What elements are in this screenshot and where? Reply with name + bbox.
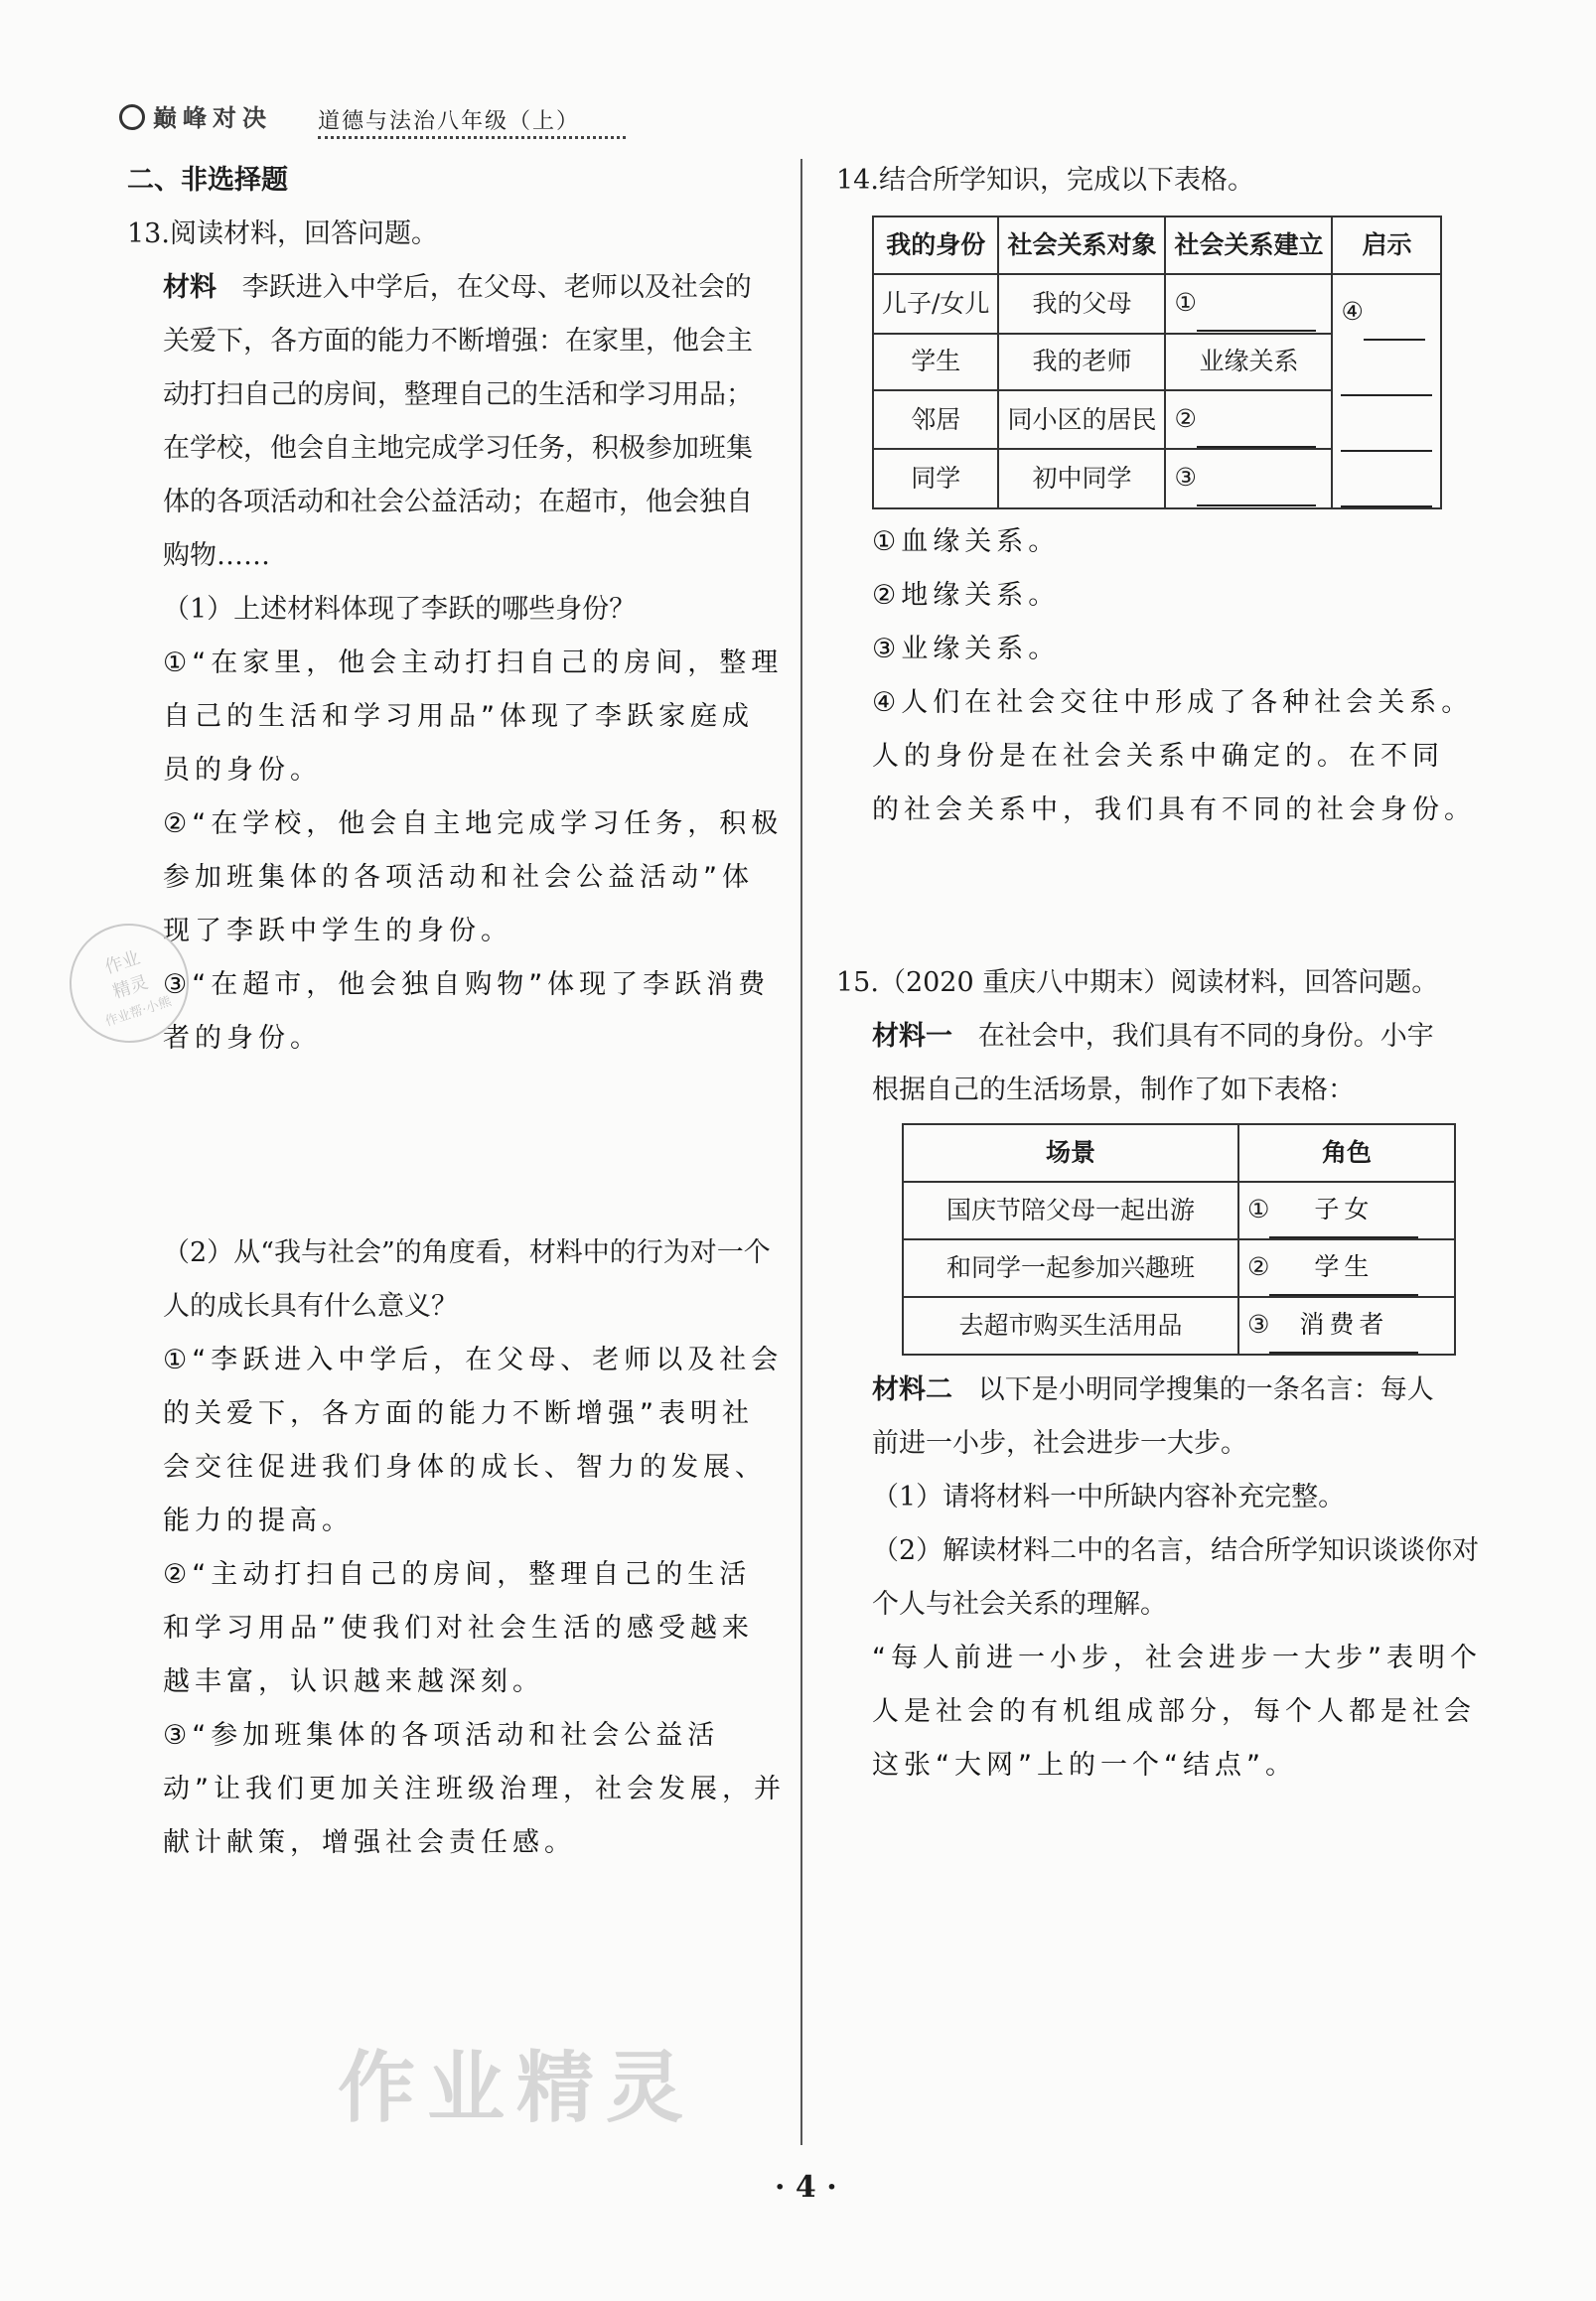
answer-line: ②“在学校，他会自主地完成学习任务，积极 bbox=[163, 808, 784, 839]
blank-mark: ③ bbox=[1247, 1310, 1270, 1339]
answer-line: ④人们在社会交往中形成了各种社会关系。 bbox=[872, 687, 1474, 718]
answer-line: 献计献策，增强社会责任感。 bbox=[163, 1827, 576, 1858]
table-cell: 我的父母 bbox=[998, 274, 1165, 334]
watermark-text: 精灵 bbox=[110, 971, 151, 1003]
table-cell: 同小区的居民 bbox=[998, 390, 1165, 450]
q15-answer2 bbox=[872, 1632, 1502, 1793]
table-cell: 初中同学 bbox=[998, 449, 1165, 508]
table-header: 场景 bbox=[903, 1124, 1238, 1182]
section-title: 二、非选择题 bbox=[127, 165, 288, 196]
left-column bbox=[127, 154, 793, 1870]
table-cell bbox=[1165, 449, 1332, 508]
answer-line: 和学习用品”使我们对社会生活的感受越来 bbox=[163, 1613, 754, 1644]
table-cell bbox=[1238, 1182, 1455, 1239]
answer-line: 会交往促进我们身体的成长、智力的发展、 bbox=[163, 1452, 767, 1483]
answer-line: ③“参加班集体的各项活动和社会公益活 bbox=[163, 1720, 720, 1751]
answer-line: ①“李跃进入中学后，在父母、老师以及社会 bbox=[163, 1345, 784, 1375]
q15-table bbox=[902, 1123, 1456, 1356]
answer-line: ②地缘关系。 bbox=[872, 580, 1061, 611]
table-header: 启示 bbox=[1332, 216, 1441, 274]
blank-mark: ① bbox=[1247, 1195, 1270, 1223]
q15-material2-label: 材料二 bbox=[872, 1374, 952, 1405]
q15-material1-label: 材料一 bbox=[872, 1021, 952, 1052]
q15-sub1: （1）请将材料一中所缺内容补充完整。 bbox=[872, 1482, 1346, 1512]
q15-material2-line: 以下是小明同学搜集的一条名言：每人 bbox=[977, 1374, 1434, 1405]
table-row bbox=[903, 1239, 1455, 1297]
table-cell bbox=[1165, 390, 1332, 450]
table-header: 角色 bbox=[1238, 1124, 1455, 1182]
table-row bbox=[903, 1297, 1455, 1355]
q13-sub2: 人的成长具有什么意义？ bbox=[163, 1291, 458, 1322]
table-cell bbox=[1165, 274, 1332, 334]
q13-sub2: （2）从“我与社会”的角度看，材料中的行为对一个 bbox=[163, 1237, 771, 1268]
table-cell: 学生 bbox=[873, 334, 998, 390]
answer-line: ③“在超市，他会独自购物”体现了李跃消费 bbox=[163, 969, 771, 1000]
blank-mark: ① bbox=[1174, 287, 1197, 317]
table-row bbox=[873, 274, 1441, 334]
answer-line: 自己的生活和学习用品”体现了李跃家庭成 bbox=[163, 701, 754, 732]
q14-answers bbox=[836, 515, 1502, 837]
q13-material-line: 李跃进入中学后，在父母、老师以及社会的 bbox=[241, 272, 752, 303]
table-cell bbox=[1238, 1239, 1455, 1297]
answer-line: ②“主动打扫自己的房间，整理自己的生活 bbox=[163, 1559, 752, 1590]
table-header: 社会关系建立 bbox=[1165, 216, 1332, 274]
table-header: 社会关系对象 bbox=[998, 216, 1165, 274]
q14-stem: 14.结合所学知识，完成以下表格。 bbox=[836, 165, 1254, 196]
q13-material bbox=[127, 261, 793, 1870]
right-column bbox=[836, 154, 1502, 1793]
filled-answer: 消费者 bbox=[1269, 1298, 1418, 1354]
fill-blank bbox=[1197, 276, 1316, 332]
subject-title: 道德与法治八年级（上） bbox=[318, 109, 581, 134]
answer-line: 的社会关系中，我们具有不同的社会身份。 bbox=[872, 794, 1476, 825]
q13-material-line: 在学校，他会自主地完成学习任务，积极参加班集 bbox=[163, 433, 753, 464]
answer-line: 人的身份是在社会关系中确定的。在不同 bbox=[872, 741, 1444, 772]
answer-line: 动”让我们更加关注班级治理，社会发展，并 bbox=[163, 1774, 786, 1804]
fill-blank bbox=[1341, 396, 1432, 452]
blank-mark: ④ bbox=[1341, 297, 1364, 326]
q13-material-line: 关爱下，各方面的能力不断增强：在家里，他会主 bbox=[163, 326, 753, 357]
table-cell: 儿子/女儿 bbox=[873, 274, 998, 334]
fill-blank bbox=[1197, 392, 1316, 448]
q13-answer1 bbox=[163, 637, 793, 1066]
blank-mark: ③ bbox=[1174, 463, 1197, 493]
page-number: · 4 · bbox=[775, 2170, 837, 2205]
answer-line: 能力的提高。 bbox=[163, 1506, 354, 1536]
answer-line: 越丰富，认识越来越深刻。 bbox=[163, 1666, 544, 1697]
q14-table bbox=[872, 216, 1442, 509]
answer-line: ①血缘关系。 bbox=[872, 526, 1061, 557]
q13-answer2 bbox=[163, 1334, 793, 1870]
filled-answer: 子女 bbox=[1269, 1183, 1418, 1238]
column-divider bbox=[800, 159, 802, 2145]
table-cell: 同学 bbox=[873, 449, 998, 508]
watermark-logo: 作业精灵 bbox=[338, 2044, 696, 2133]
logo-circle-icon bbox=[119, 104, 145, 130]
q15-material1-line: 根据自己的生活场景，制作了如下表格： bbox=[872, 1075, 1355, 1105]
q15-material2-line: 前进一小步，社会进步一大步。 bbox=[872, 1428, 1247, 1459]
table-header: 我的身份 bbox=[873, 216, 998, 274]
q13-material-line: 动打扫自己的房间，整理自己的生活和学习用品； bbox=[163, 379, 753, 410]
q15-sub2: （2）解读材料二中的名言，结合所学知识谈谈你对 bbox=[872, 1535, 1480, 1566]
table-cell bbox=[1238, 1297, 1455, 1355]
table-cell: 国庆节陪父母一起出游 bbox=[903, 1182, 1238, 1239]
answer-line: 者的身份。 bbox=[163, 1023, 322, 1054]
answer-line: 这张“大网”上的一个“结点”。 bbox=[872, 1750, 1297, 1781]
table-header-row bbox=[903, 1124, 1455, 1182]
answer-line: 参加班集体的各项活动和社会公益活动”体 bbox=[163, 862, 754, 893]
table-row bbox=[903, 1182, 1455, 1239]
q13-stem: 13.阅读材料，回答问题。 bbox=[127, 218, 438, 249]
answer-line: “每人前进一小步，社会进步一大步”表明个 bbox=[872, 1643, 1482, 1673]
q13-material-line: 体的各项活动和社会公益活动；在超市，他会独自 bbox=[163, 487, 753, 517]
fill-blank bbox=[1197, 451, 1316, 506]
blank-mark: ② bbox=[1247, 1252, 1270, 1281]
fill-blank bbox=[1341, 341, 1432, 396]
answer-line: 员的身份。 bbox=[163, 755, 322, 786]
table-cell: 去超市购买生活用品 bbox=[903, 1297, 1238, 1355]
q15-sub2: 个人与社会关系的理解。 bbox=[872, 1589, 1167, 1620]
blank-mark: ② bbox=[1174, 403, 1197, 433]
q15-body bbox=[836, 1010, 1502, 1793]
q15-stem: 15.（2020 重庆八中期末）阅读材料，回答问题。 bbox=[836, 967, 1439, 998]
series-logo: 巅峰对决 bbox=[153, 103, 272, 132]
answer-line: ③业缘关系。 bbox=[872, 634, 1061, 664]
table-header-row bbox=[873, 216, 1441, 274]
q13-sub1: （1）上述材料体现了李跃的哪些身份？ bbox=[163, 594, 637, 625]
fill-blank bbox=[1364, 285, 1425, 341]
answer-line: 的关爱下，各方面的能力不断增强”表明社 bbox=[163, 1398, 754, 1429]
answer-line: 现了李跃中学生的身份。 bbox=[163, 916, 512, 946]
answer-spacer bbox=[836, 837, 1502, 956]
insight-cell bbox=[1332, 274, 1441, 508]
answer-spacer bbox=[163, 1066, 793, 1226]
filled-answer: 学生 bbox=[1269, 1240, 1418, 1296]
watermark-text: 作业 bbox=[101, 947, 143, 979]
page-header bbox=[119, 94, 626, 144]
q15-material1-line: 在社会中，我们具有不同的身份。小宇 bbox=[977, 1021, 1434, 1052]
watermark-text: 作业帮·小熊 bbox=[103, 994, 174, 1030]
fill-blank bbox=[1341, 452, 1432, 507]
table-cell: 我的老师 bbox=[998, 334, 1165, 390]
table-cell: 邻居 bbox=[873, 390, 998, 450]
q13-material-line: 购物…… bbox=[163, 540, 270, 571]
header-rule bbox=[318, 136, 626, 139]
table-cell: 和同学一起参加兴趣班 bbox=[903, 1239, 1238, 1297]
answer-line: 人是社会的有机组成部分，每个人都是社会 bbox=[872, 1696, 1476, 1727]
q13-material-label: 材料 bbox=[163, 272, 217, 303]
table-cell: 业缘关系 bbox=[1165, 334, 1332, 390]
answer-line: ①“在家里，他会主动打扫自己的房间，整理 bbox=[163, 647, 784, 678]
